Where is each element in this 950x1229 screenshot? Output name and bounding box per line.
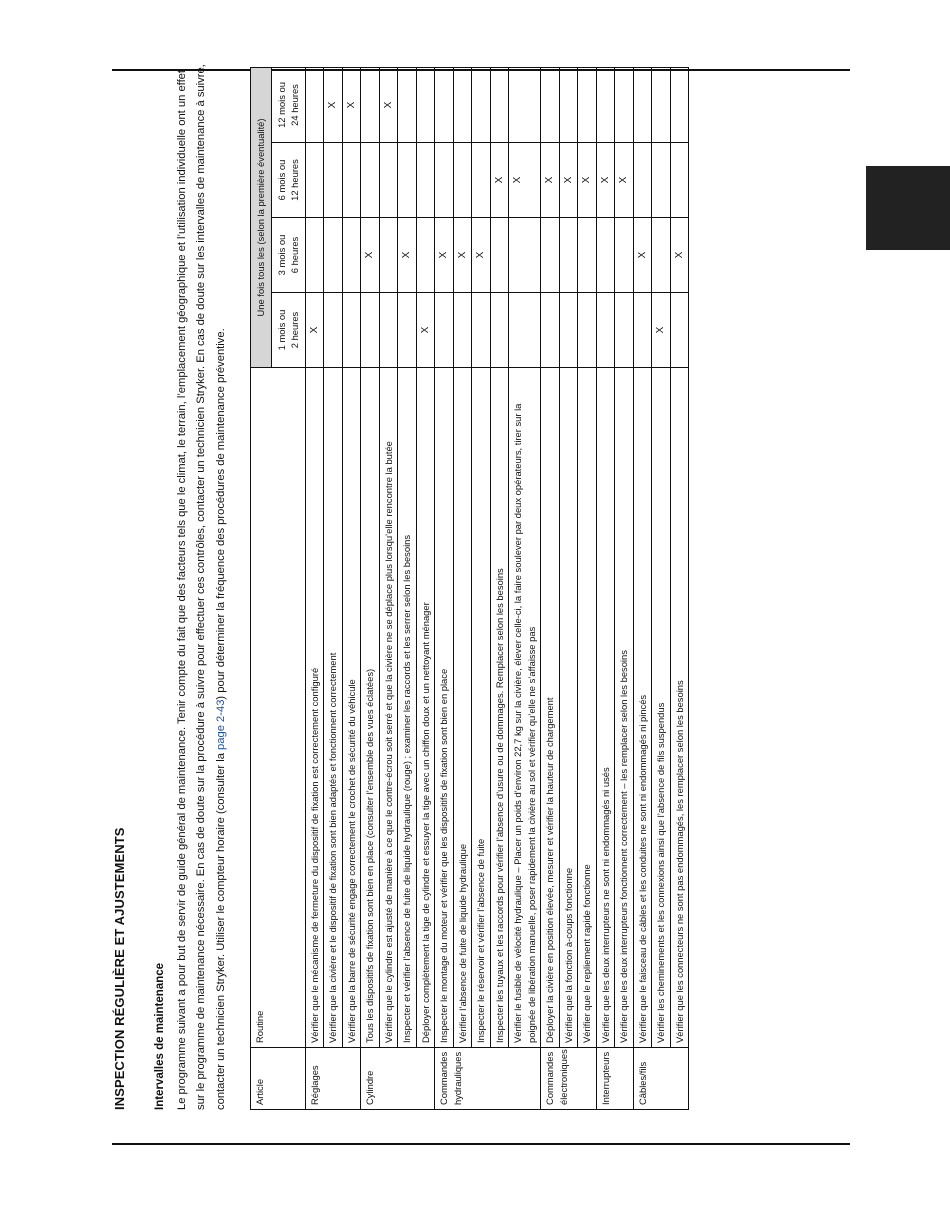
interval-mark-cell: X [615, 143, 634, 218]
table-body [305, 67, 689, 1109]
interval-mark-cell [361, 67, 380, 142]
routine-cell: Tous les dispositifs de fixation sont bien en place (consulter l’ensemble des vues éclatées) [361, 368, 380, 1048]
interval-mark-cell: X [670, 218, 689, 293]
interval-mark-cell: X [509, 143, 541, 218]
interval-mark-cell [652, 218, 671, 293]
interval-mark-cell [509, 293, 541, 368]
article-cell: Interrupteurs [596, 1048, 633, 1110]
interval-mark-cell [670, 67, 689, 142]
interval-mark-cell [652, 67, 671, 142]
interval-mark-cell [342, 293, 361, 368]
interval-mark-cell [472, 143, 491, 218]
interval-mark-cell [541, 67, 560, 142]
interval-months: 3 mois ou [275, 234, 287, 276]
interval-mark-cell: X [379, 67, 398, 142]
article-cell: Commandes électroniques [541, 1048, 597, 1110]
intro-text-end: ) pour déterminer la fréquence des procédures de maintenance préventive. [214, 328, 227, 700]
routine-cell: Vérifier que le faisceau de câbles et les conduites ne sont ni endommagés ni pincés [633, 368, 652, 1048]
interval-mark-cell: X [342, 67, 361, 142]
routine-column-header: Routine [251, 368, 306, 1048]
interval-mark-cell: X [596, 143, 615, 218]
routine-cell: Vérifier l’absence de fuite de liquide hydraulique [453, 368, 472, 1048]
interval-mark-cell: X [490, 143, 509, 218]
interval-mark-cell [435, 293, 454, 368]
routine-cell: Vérifier que le mécanisme de fermeture du dispositif de fixation est correctement configuré [305, 368, 324, 1048]
table-row [633, 67, 652, 1109]
interval-mark-cell [670, 293, 689, 368]
interval-mark-cell [490, 67, 509, 142]
routine-cell: Vérifier que le repliement rapide fonctionne [578, 368, 597, 1048]
section-tab-marker [866, 166, 950, 250]
interval-mark-cell [578, 218, 597, 293]
interval-mark-cell [472, 293, 491, 368]
article-cell: Câbles/fils [633, 1048, 689, 1110]
article-column-header: Article [251, 1048, 306, 1110]
interval-mark-cell: X [416, 293, 435, 368]
interval-mark-cell [361, 143, 380, 218]
interval-mark-cell [615, 67, 634, 142]
interval-mark-cell: X [453, 218, 472, 293]
interval-mark-cell [559, 67, 578, 142]
interval-mark-cell [472, 67, 491, 142]
table-row [578, 67, 597, 1109]
table-row [652, 67, 671, 1109]
interval-header [271, 218, 305, 293]
interval-mark-cell: X [435, 218, 454, 293]
interval-mark-cell [398, 67, 417, 142]
routine-cell: Inspecter le réservoir et vérifier l’absence de fuite [472, 368, 491, 1048]
interval-mark-cell: X [578, 143, 597, 218]
interval-mark-cell: X [305, 293, 324, 368]
interval-mark-cell [615, 218, 634, 293]
interval-mark-cell [578, 293, 597, 368]
routine-cell: Vérifier que la fonction à-coups fonctionne [559, 368, 578, 1048]
interval-mark-cell [509, 67, 541, 142]
interval-mark-cell [596, 67, 615, 142]
table-row [453, 67, 472, 1109]
interval-mark-cell [559, 293, 578, 368]
table-row [596, 67, 615, 1109]
interval-header [271, 143, 305, 218]
interval-mark-cell [670, 143, 689, 218]
interval-hours: 6 heures [289, 236, 300, 274]
interval-mark-cell [435, 67, 454, 142]
interval-mark-cell: X [398, 218, 417, 293]
routine-cell: Vérifier que les deux interrupteurs fonctionnent correctement – les remplacer selon les besoins [615, 368, 634, 1048]
interval-mark-cell [324, 218, 343, 293]
interval-hours: 12 heures [289, 159, 300, 201]
routine-cell: Vérifier que les connecteurs ne sont pas endommagés, les remplacer selon les besoins [670, 368, 689, 1048]
routine-cell: Inspecter le montage du moteur et vérifier que les dispositifs de fixation sont bien en place [435, 368, 454, 1048]
interval-months: 1 mois ou [275, 309, 287, 351]
interval-mark-cell [305, 67, 324, 142]
table-row [398, 67, 417, 1109]
interval-hours: 24 heures [289, 84, 300, 126]
routine-cell: Vérifier que le cylindre est ajusté de manière à ce que le contre-écrou soit serré et que la civière ne se déplace plus lorsqu’elle rencontre la butée [379, 368, 398, 1048]
table-row [615, 67, 634, 1109]
page-reference-link[interactable]: page 2-43 [214, 699, 227, 750]
interval-mark-cell: X [361, 218, 380, 293]
table-row [361, 67, 380, 1109]
table-header-row [251, 67, 272, 1109]
interval-mark-cell [490, 218, 509, 293]
routine-cell: Déployer complètement la tige de cylindre et essuyer la tige avec un chiffon doux et un nettoyant ménager [416, 368, 435, 1048]
interval-mark-cell [416, 218, 435, 293]
article-cell: Commandes hydrauliques [435, 1048, 541, 1110]
article-cell: Réglages [305, 1048, 361, 1110]
interval-mark-cell [305, 143, 324, 218]
interval-mark-cell [379, 218, 398, 293]
interval-mark-cell [633, 293, 652, 368]
routine-cell: Vérifier que les deux interrupteurs ne sont ni endommagés ni usés [596, 368, 615, 1048]
routine-cell: Vérifier le fusible de vélocité hydraulique – Placer un poids d’environ 22,7 kg sur la civière, élever celle-ci, la faire soulever par deux opérateurs, tirer sur la poignée de libération manuelle, poser rapidement la civière au sol et vérifier qu’elle ne s’affaisse pas [509, 368, 541, 1048]
table-row [305, 67, 324, 1109]
interval-mark-cell [342, 218, 361, 293]
interval-mark-cell [342, 143, 361, 218]
table-row [416, 67, 435, 1109]
routine-cell: Vérifier les cheminements et les connexions ainsi que l’absence de fils suspendus [652, 368, 671, 1048]
interval-mark-cell [398, 143, 417, 218]
table-row [324, 67, 343, 1109]
interval-mark-cell [453, 143, 472, 218]
interval-mark-cell [633, 143, 652, 218]
interval-mark-cell [398, 293, 417, 368]
interval-mark-cell [453, 67, 472, 142]
interval-mark-cell [305, 218, 324, 293]
table-row [509, 67, 541, 1109]
interval-mark-cell [633, 67, 652, 142]
interval-mark-cell [453, 293, 472, 368]
routine-cell: Déployer la civière en position élevée, mesurer et vérifier la hauteur de chargement [541, 368, 560, 1048]
routine-cell: Vérifier que la barre de sécurité engage correctement le crochet de sécurité du véhicule [342, 368, 361, 1048]
article-cell: Cylindre [361, 1048, 435, 1110]
table-row [435, 67, 454, 1109]
table-row [541, 67, 560, 1109]
table-row [472, 67, 491, 1109]
interval-mark-cell [490, 293, 509, 368]
interval-mark-cell [578, 67, 597, 142]
bottom-rule [112, 1143, 850, 1145]
routine-cell: Inspecter les tuyaux et les raccords pour vérifier l’absence d’usure ou de dommages. Remplacer selon les besoins [490, 368, 509, 1048]
interval-mark-cell [652, 143, 671, 218]
maintenance-schedule-table [250, 67, 689, 1110]
table-row [342, 67, 361, 1109]
interval-header [271, 67, 305, 142]
interval-mark-cell [596, 218, 615, 293]
interval-mark-cell [416, 67, 435, 142]
interval-group-header: Une fois tous les (selon la première éventualité) [251, 67, 272, 367]
interval-mark-cell: X [472, 218, 491, 293]
interval-header [271, 293, 305, 368]
interval-mark-cell: X [559, 143, 578, 218]
interval-mark-cell [596, 293, 615, 368]
interval-mark-cell [559, 218, 578, 293]
interval-mark-cell: X [652, 293, 671, 368]
intro-paragraph [173, 60, 231, 1110]
intro-text-start: Le programme suivant a pour but de servir de guide général de maintenance. Tenir compte du fait que des facteurs tels que le climat, le terrain, l’emplacement géographique et l’utilisation individuelle ont un effet sur le programme de maintenance nécessaire. En cas de doute sur la procédure à suivre pour effectuer ces contrôles, contacter un technicien Stryker. En cas de doute sur les intervalles de maintenance à suivre, contacter un technicien Stryker. Utiliser le compteur horaire (consulter la [176, 64, 227, 1110]
interval-mark-cell: X [324, 67, 343, 142]
interval-mark-cell [416, 143, 435, 218]
interval-mark-cell: X [633, 218, 652, 293]
table-row [670, 67, 689, 1109]
interval-hours: 2 heures [289, 311, 300, 349]
interval-mark-cell [509, 218, 541, 293]
page-heading: INSPECTION RÉGULIÈRE ET AJUSTEMENTS [112, 827, 127, 1110]
interval-mark-cell [324, 293, 343, 368]
interval-months: 6 mois ou [275, 159, 287, 201]
table-row [379, 67, 398, 1109]
table-row [490, 67, 509, 1109]
interval-mark-cell [541, 218, 560, 293]
interval-mark-cell [361, 293, 380, 368]
interval-mark-cell [541, 293, 560, 368]
routine-cell: Inspecter et vérifier l’absence de fuite de liquide hydraulique (rouge) ; examiner les raccords et les serrer selon les besoins [398, 368, 417, 1048]
interval-months: 12 mois ou [275, 82, 287, 128]
interval-mark-cell [379, 293, 398, 368]
interval-mark-cell [379, 143, 398, 218]
table-row [559, 67, 578, 1109]
interval-mark-cell: X [541, 143, 560, 218]
rotated-page-content [112, 64, 850, 1143]
interval-mark-cell [324, 143, 343, 218]
interval-mark-cell [435, 143, 454, 218]
section-subheading: Intervalles de maintenance [154, 962, 166, 1110]
routine-cell: Vérifier que la civière et le dispositif de fixation sont bien adaptés et fonctionnent correctement [324, 368, 343, 1048]
interval-mark-cell [615, 293, 634, 368]
